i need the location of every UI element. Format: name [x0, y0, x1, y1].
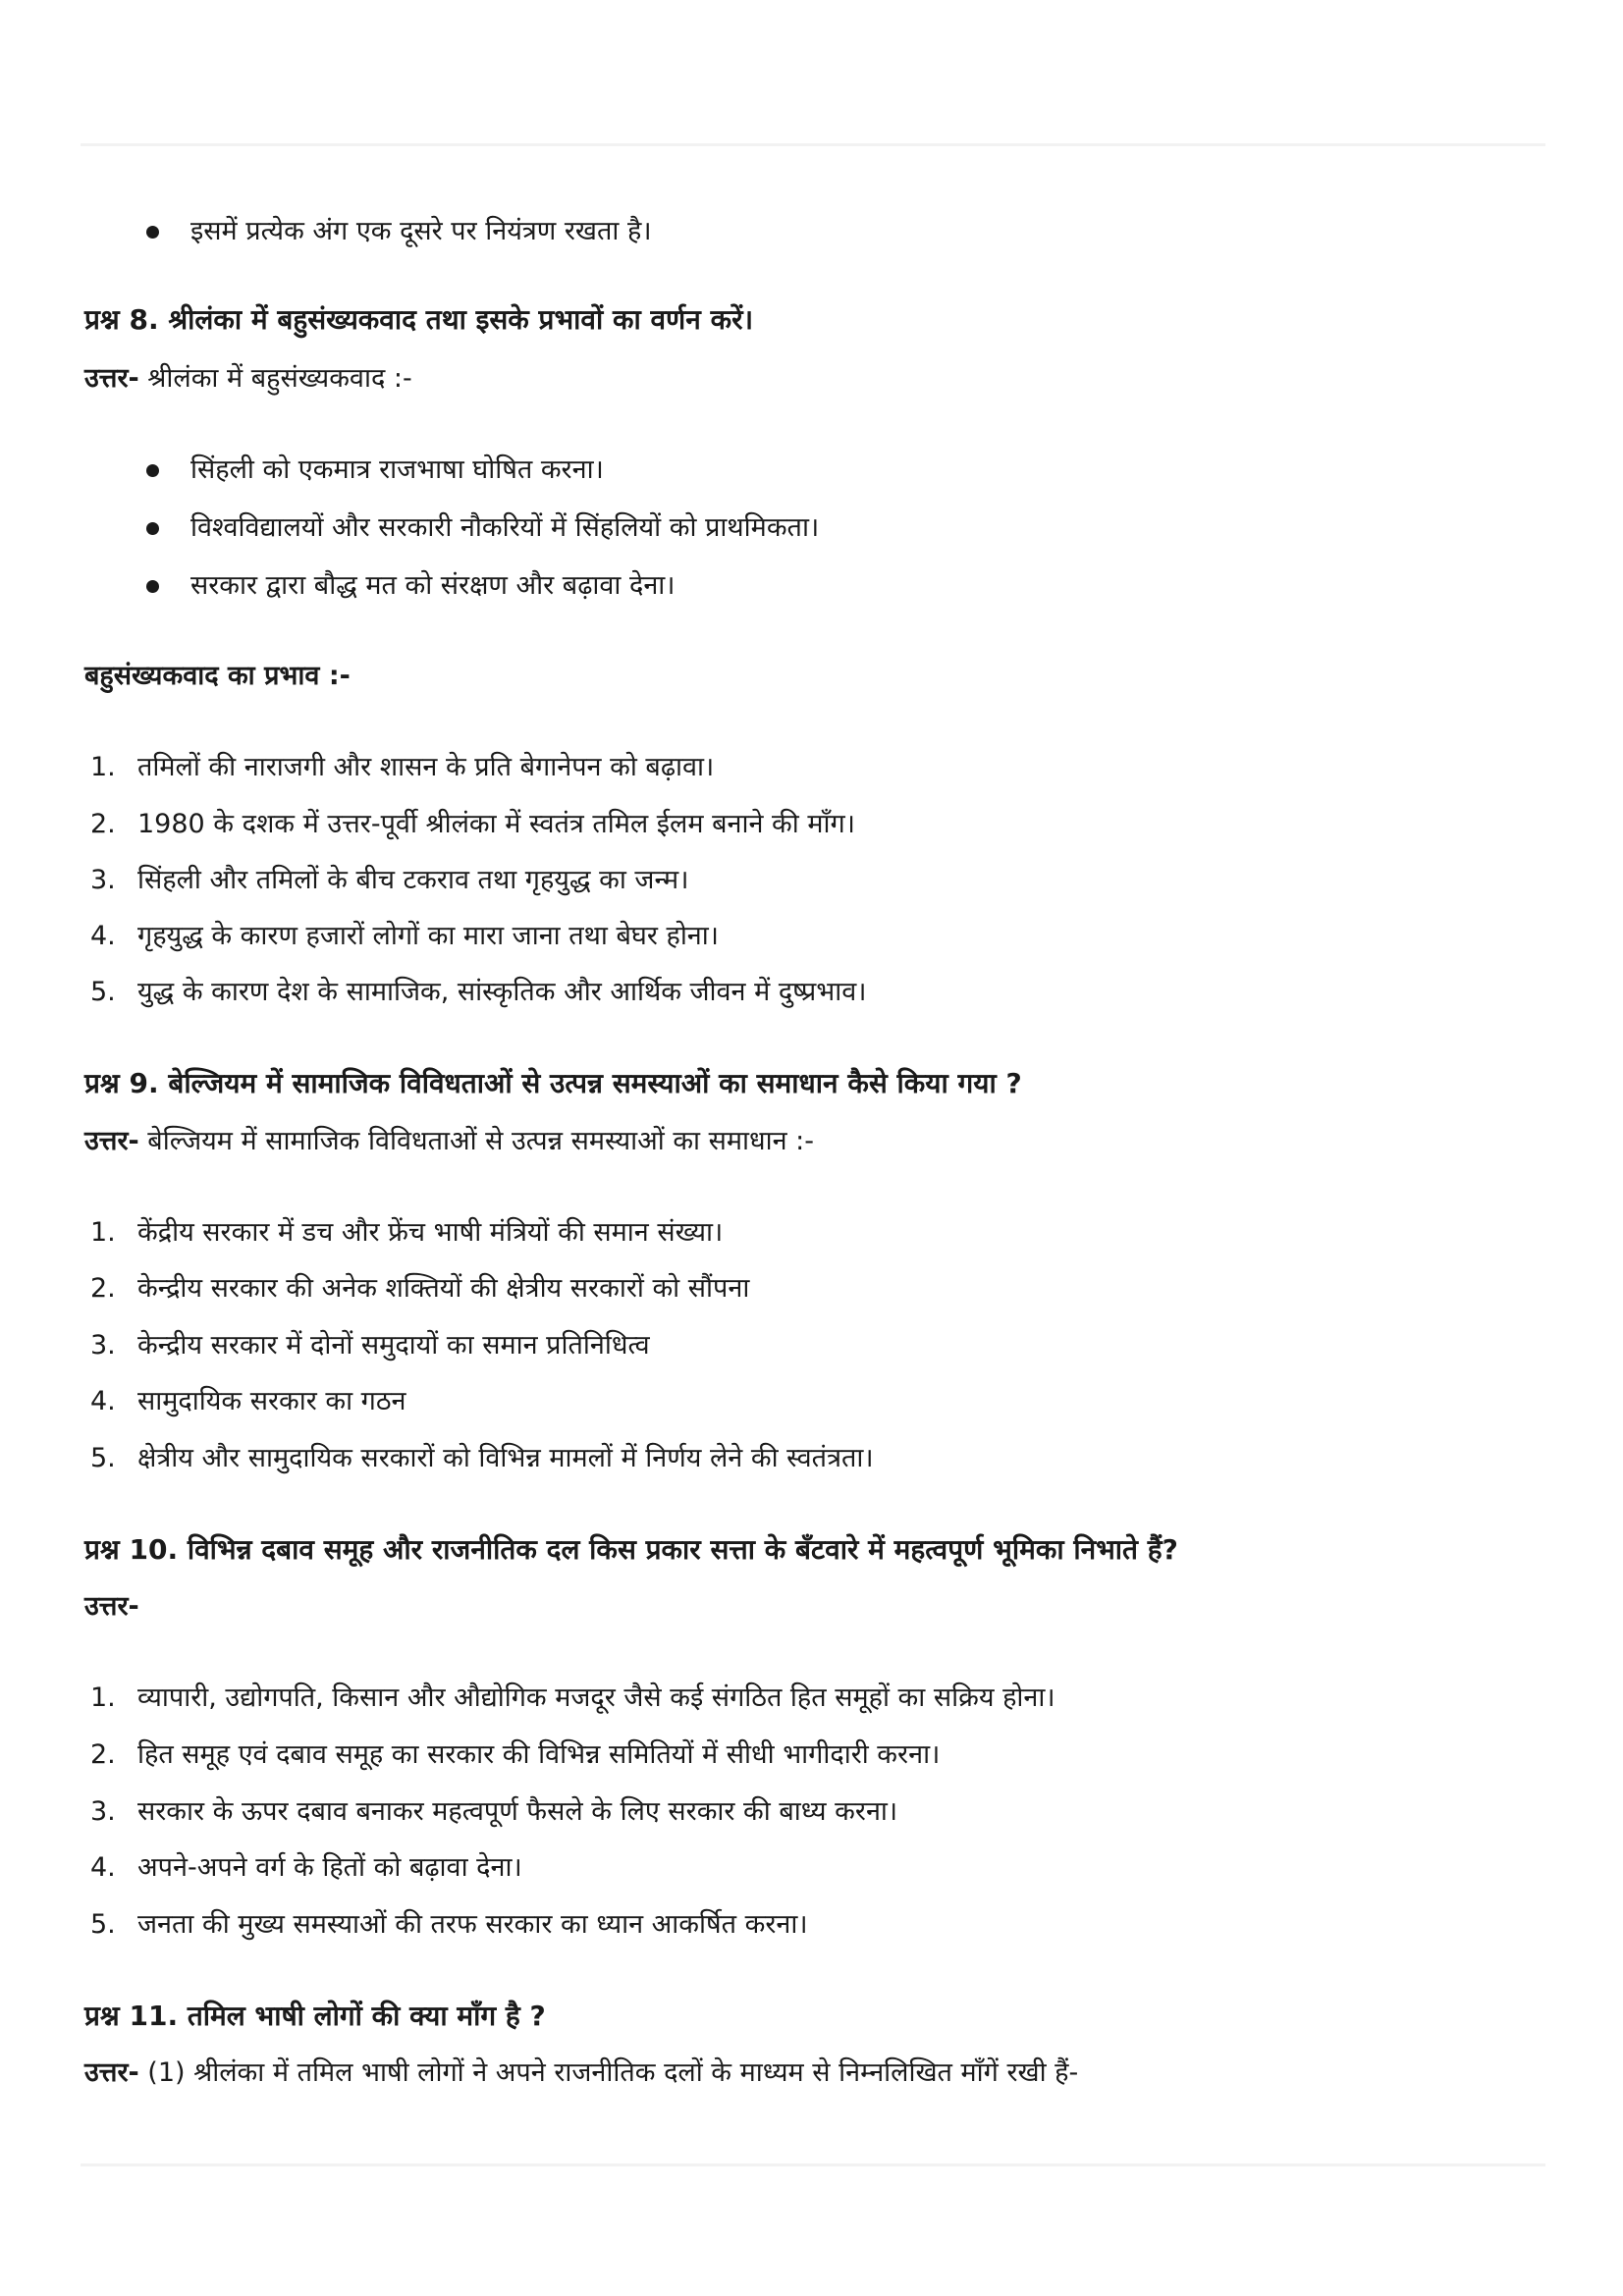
item-number: 2.	[90, 1739, 116, 1770]
answer-label: उत्तर-	[84, 363, 139, 394]
item-text: केन्द्रीय सरकार में दोनों समुदायों का समान प्रतिनिधित्व	[137, 1330, 650, 1361]
item-text: 1980 के दशक में उत्तर-पूर्वी श्रीलंका में स्वतंत्र तमिल ईलम बनाने की माँग।	[137, 809, 855, 839]
question-8: प्रश्न 8. श्रीलंका में बहुसंख्यकवाद तथा इसके प्रभावों का वर्णन करें।	[84, 303, 754, 336]
bullet-icon	[146, 226, 159, 239]
numbered-item	[90, 1848, 522, 1888]
subheading: बहुसंख्यकवाद का प्रभाव :-	[84, 661, 351, 691]
numbered-item	[90, 1905, 808, 1945]
item-number: 5.	[90, 1443, 116, 1473]
item-number: 5.	[90, 1909, 116, 1940]
list-item-text: इसमें प्रत्येक अंग एक दूसरे पर नियंत्रण रखता है।	[190, 216, 652, 246]
item-number: 5.	[90, 977, 116, 1007]
question-11: प्रश्न 11. तमिल भाषी लोगों की क्या माँग है ?	[84, 2000, 546, 2032]
item-text: हित समूह एवं दबाव समूह का सरकार की विभिन्न समितियों में सीधी भागीदारी करना।	[137, 1739, 941, 1770]
numbered-item	[90, 1213, 723, 1253]
list-item-text: विश्वविद्यालयों और सरकारी नौकरियों में सिंहलियों को प्राथमिकता।	[190, 512, 820, 543]
answer-text: बेल्जियम में सामाजिक विविधताओं से उत्पन्न समस्याओं का समाधान :-	[138, 1126, 815, 1156]
list-item-text: सरकार द्वारा बौद्ध मत को संरक्षण और बढ़ावा देना।	[190, 570, 676, 601]
numbered-item	[90, 973, 866, 1012]
answer-label: उत्तर-	[84, 1126, 139, 1156]
bullet-icon	[146, 522, 159, 535]
answer-text: श्रीलंका में बहुसंख्यकवाद :-	[138, 363, 412, 394]
item-text: सामुदायिक सरकार का गठन	[137, 1386, 406, 1416]
answer-8	[84, 359, 412, 399]
item-number: 4.	[90, 1386, 116, 1416]
numbered-item	[90, 1679, 1055, 1718]
item-text: केंद्रीय सरकार में डच और फ्रेंच भाषी मंत्रियों की समान संख्या।	[137, 1217, 724, 1248]
item-text: सिंहली और तमिलों के बीच टकराव तथा गृहयुद्ध का जन्म।	[137, 865, 689, 895]
item-number: 4.	[90, 921, 116, 951]
answer-11	[84, 2054, 1078, 2093]
answer-9	[84, 1122, 814, 1161]
numbered-item	[90, 1269, 749, 1308]
item-number: 2.	[90, 1273, 116, 1304]
item-text: क्षेत्रीय और सामुदायिक सरकारों को विभिन्न मामलों में निर्णय लेने की स्वतंत्रता।	[137, 1443, 874, 1473]
numbered-item	[90, 805, 855, 844]
numbered-item	[90, 1792, 897, 1832]
question-10: प्रश्न 10. विभिन्न दबाव समूह और राजनीतिक दल किस प्रकार सत्ता के बँटवारे में महत्वपूर्ण भूमिका निभाते हैं?	[84, 1533, 1178, 1566]
numbered-item	[90, 861, 688, 900]
answer-text: (1) श्रीलंका में तमिल भाषी लोगों ने अपने राजनीतिक दलों के माध्यम से निम्नलिखित माँगें रखी हैं-	[138, 2057, 1079, 2088]
list-item-text: सिंहली को एकमात्र राजभाषा घोषित करना।	[190, 454, 604, 485]
answer-10	[84, 1587, 139, 1627]
item-text: अपने-अपने वर्ग के हितों को बढ़ावा देना।	[137, 1852, 522, 1883]
item-number: 1.	[90, 752, 116, 782]
answer-label: उत्तर-	[84, 2057, 139, 2088]
item-text: व्यापारी, उद्योगपति, किसान और औद्योगिक मजदूर जैसे कई संगठित हित समूहों का सक्रिय होना।	[137, 1682, 1055, 1713]
item-number: 3.	[90, 1796, 116, 1827]
item-number: 3.	[90, 1330, 116, 1361]
bullet-icon	[146, 464, 159, 477]
item-text: जनता की मुख्य समस्याओं की तरफ सरकार का ध्यान आकर्षित करना।	[137, 1909, 808, 1940]
item-number: 3.	[90, 865, 116, 895]
bottom-divider	[81, 2163, 1545, 2166]
item-text: गृहयुद्ध के कारण हजारों लोगों का मारा जाना तथा बेघर होना।	[137, 921, 720, 951]
item-text: केन्द्रीय सरकार की अनेक शक्तियों की क्षेत्रीय सरकारों को सौंपना	[137, 1273, 750, 1304]
item-number: 1.	[90, 1682, 116, 1713]
numbered-item	[90, 1439, 874, 1478]
numbered-item	[90, 748, 714, 787]
numbered-item	[90, 1735, 940, 1775]
item-number: 1.	[90, 1217, 116, 1248]
item-number: 4.	[90, 1852, 116, 1883]
numbered-item	[90, 917, 719, 956]
answer-label: उत्तर-	[84, 1591, 139, 1622]
question-9: प्रश्न 9. बेल्जियम में सामाजिक विविधताओं से उत्पन्न समस्याओं का समाधान कैसे किया गया ?	[84, 1067, 1022, 1099]
item-number: 2.	[90, 809, 116, 839]
numbered-item	[90, 1382, 406, 1421]
bullet-icon	[146, 580, 159, 593]
item-text: तमिलों की नाराजगी और शासन के प्रति बेगानेपन को बढ़ावा।	[137, 752, 715, 782]
top-divider	[81, 143, 1545, 146]
numbered-item	[90, 1326, 650, 1365]
item-text: युद्ध के कारण देश के सामाजिक, सांस्कृतिक और आर्थिक जीवन में दुष्प्रभाव।	[137, 977, 867, 1007]
item-text: सरकार के ऊपर दबाव बनाकर महत्वपूर्ण फैसले के लिए सरकार की बाध्य करना।	[137, 1796, 898, 1827]
